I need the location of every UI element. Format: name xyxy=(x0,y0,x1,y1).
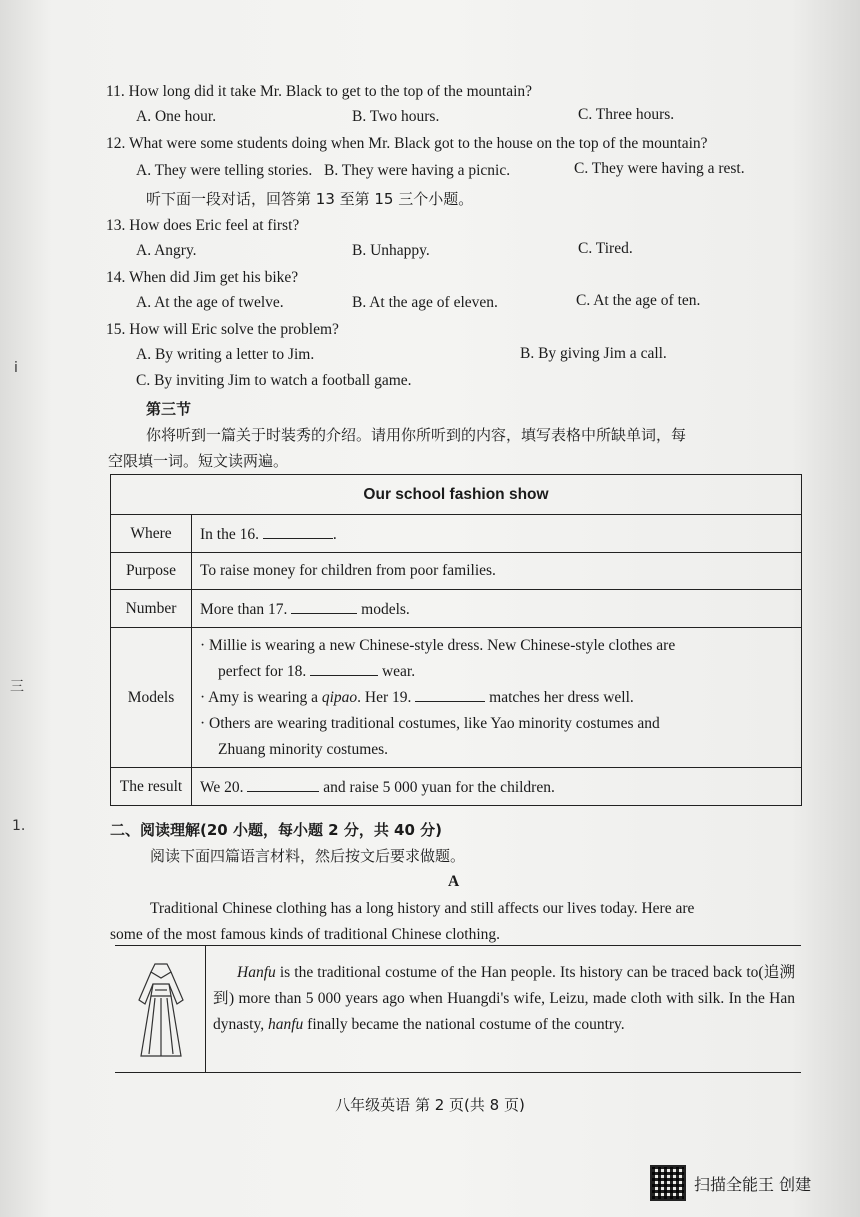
q14-option-a: A. At the age of twelve. xyxy=(136,294,284,311)
q14-option-c: C. At the age of ten. xyxy=(576,292,701,309)
q12-option-c: C. They were having a rest. xyxy=(574,160,745,177)
hanfu-body-2: finally became the national costume of the country. xyxy=(303,1016,625,1033)
qr-code-icon xyxy=(650,1165,686,1201)
row-purpose: To raise money for children from poor families. xyxy=(192,553,802,590)
hanfu-term: Hanfu xyxy=(237,964,276,981)
q12-option-a: A. They were telling stories. xyxy=(136,162,313,179)
answer-blank-17[interactable] xyxy=(291,599,357,614)
section-3-title: 第三节 xyxy=(146,400,192,418)
hanfu-box xyxy=(115,945,801,1073)
question-11-stem: 11. How long did it take Mr. Black to get to the top of the mountain? xyxy=(106,83,533,100)
hanfu-illustration xyxy=(133,960,189,1060)
q15-option-b: B. By giving Jim a call. xyxy=(520,345,667,362)
q11-option-c: C. Three hours. xyxy=(578,106,675,123)
number-pre: More than 17. xyxy=(200,600,288,618)
scanner-label: 扫描全能王 创建 xyxy=(694,1174,812,1194)
models-line-1: · Millie is wearing a new Chinese-style dress. New Chinese-style clothes are xyxy=(200,636,676,654)
row-result xyxy=(192,768,802,806)
models-line-3-mid: . Her 19. xyxy=(357,688,412,706)
q15-option-c: C. By inviting Jim to watch a football game. xyxy=(136,372,412,389)
hanfu-term-2: hanfu xyxy=(267,1016,304,1033)
question-12-stem: 12. What were some students doing when Mr. Black got to the house on the top of the mountain? xyxy=(106,135,708,152)
models-line-2-post: wear. xyxy=(381,662,416,680)
models-line-2 xyxy=(200,659,793,685)
q13-option-b: B. Unhappy. xyxy=(352,242,430,259)
qipao-word: qipao xyxy=(321,688,358,706)
section-3-instruction-line1: 你将听到一篇关于时装秀的介绍。请用你所听到的内容，填写表格中所缺单词，每 xyxy=(146,426,687,444)
margin-mark: 三 xyxy=(10,679,24,695)
scanner-watermark xyxy=(650,1165,811,1201)
question-15-stem: 15. How will Eric solve the problem? xyxy=(106,321,339,338)
fashion-show-table xyxy=(110,474,802,806)
models-line-3-post: matches her dress well. xyxy=(489,688,634,706)
q13-option-a: A. Angry. xyxy=(136,242,197,259)
number-post: models. xyxy=(361,600,410,618)
where-text: In the 16. xyxy=(200,525,259,543)
q14-option-b: B. At the age of eleven. xyxy=(352,294,498,311)
q11-option-a: A. One hour. xyxy=(136,108,217,125)
answer-blank-18[interactable] xyxy=(310,661,378,676)
row-number xyxy=(192,590,802,628)
models-line-2-pre: perfect for 18. xyxy=(218,662,307,680)
answer-blank-19[interactable] xyxy=(415,687,485,702)
row-models xyxy=(192,628,802,768)
q15-option-a: A. By writing a letter to Jim. xyxy=(136,346,315,363)
question-14-stem: 14. When did Jim get his bike? xyxy=(106,269,299,286)
models-line-3 xyxy=(200,685,793,711)
where-end: . xyxy=(332,525,337,543)
dialog-instruction: 听下面一段对话，回答第 13 至第 15 三个小题。 xyxy=(146,190,474,208)
row-label-result: The result xyxy=(111,768,192,806)
q12-option-b: B. They were having a picnic. xyxy=(324,162,511,179)
reading-instruction: 阅读下面四篇语言材料，然后按文后要求做题。 xyxy=(150,847,466,865)
question-13-stem: 13. How does Eric feel at first? xyxy=(106,217,300,234)
table-title: Our school fashion show xyxy=(111,475,802,515)
margin-mark: i xyxy=(14,360,18,376)
margin-mark: 1. xyxy=(12,818,26,834)
reading-heading: 二、阅读理解(20 小题，每小题 2 分，共 40 分) xyxy=(110,821,443,839)
row-label-where: Where xyxy=(111,515,192,553)
result-post: and raise 5 000 yuan for the children. xyxy=(323,778,555,796)
row-label-number: Number xyxy=(111,590,192,628)
hanfu-box-divider xyxy=(205,946,206,1072)
models-line-3-pre: · Amy is wearing a xyxy=(200,688,318,706)
row-label-models: Models xyxy=(111,628,192,768)
page-footer: 八年级英语 第 2 页(共 8 页) xyxy=(335,1096,525,1114)
models-line-5: Zhuang minority costumes. xyxy=(218,740,389,758)
row-label-purpose: Purpose xyxy=(111,553,192,590)
models-line-4: · Others are wearing traditional costumes, like Yao minority costumes and xyxy=(200,714,660,732)
hanfu-body-1: is the traditional costume of the Han people. Its history can be traced back to(追溯到) more than 5 000 years ago when Huangdi's wife, Leizu, made cloth with silk. In the Han dynasty, xyxy=(213,964,795,1033)
answer-blank-16[interactable] xyxy=(263,524,333,539)
passage-intro-line2: some of the most famous kinds of traditional Chinese clothing. xyxy=(110,926,501,943)
result-pre: We 20. xyxy=(200,778,244,796)
section-3-instruction-line2: 空限填一词。短文读两遍。 xyxy=(108,452,289,470)
passage-intro-line1: Traditional Chinese clothing has a long history and still affects our lives today. Here are xyxy=(150,900,695,917)
hanfu-paragraph xyxy=(213,960,795,1038)
q13-option-c: C. Tired. xyxy=(578,240,633,257)
answer-blank-20[interactable] xyxy=(247,777,319,792)
q11-option-b: B. Two hours. xyxy=(352,108,440,125)
passage-letter: A xyxy=(448,873,460,890)
row-where xyxy=(192,515,802,553)
